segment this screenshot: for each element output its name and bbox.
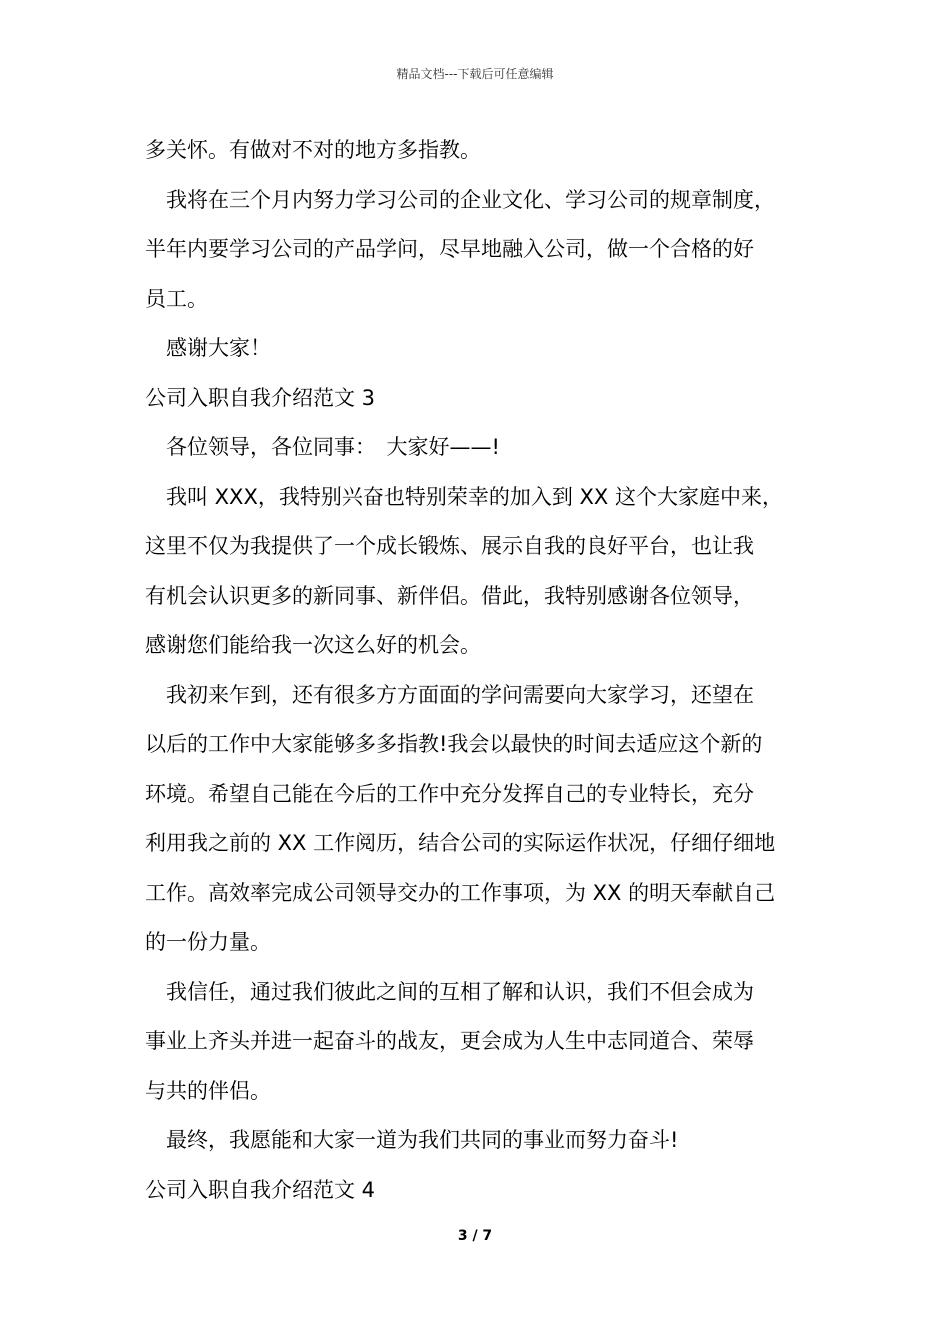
paragraph-line: 我初来乍到，还有很多方方面面的学问需要向大家学习，还望在	[166, 682, 754, 707]
paragraph-line: 有机会认识更多的新同事、新伴侣。借此，我特别感谢各位领导，	[145, 583, 754, 608]
paragraph-line: 半年内要学习公司的产品学问，尽早地融入公司，做一个合格的好	[145, 237, 754, 261]
body-text	[145, 126, 825, 1215]
paragraph-line: 感谢您们能给我一次这么好的机会。	[145, 633, 481, 657]
paragraph-line: 环境。希望自己能在今后的工作中充分发挥自己的专业特长，充分	[145, 781, 754, 806]
paragraph-line: 这里不仅为我提供了一个成长锻炼、展示自我的良好平台，也让我	[145, 534, 754, 558]
page-number: 3 / 7	[457, 1228, 493, 1244]
paragraph-line: 我信任，通过我们彼此之间的互相了解和认识，我们不但会成为	[166, 979, 754, 1004]
paragraph-line: 工作。高效率完成公司领导交办的工作事项，为 XX 的明天奉献自己	[145, 880, 776, 905]
paragraph-line: 多关怀。有做对不对的地方多指教。	[145, 138, 481, 162]
section-heading: 公司入职自我介绍范文 3	[145, 385, 376, 410]
paragraph-line: 事业上齐头并进一起奋斗的战友，更会成为人生中志同道合、荣辱	[145, 1029, 754, 1053]
paragraph-line: 最终，我愿能和大家一道为我们共同的事业而努力奋斗!	[166, 1128, 679, 1152]
paragraph-line: 我叫 XXX，我特别兴奋也特别荣幸的加入到 XX 这个大家庭中来，	[166, 484, 783, 509]
paragraph-line: 与共的伴侣。	[145, 1078, 271, 1103]
page-header: 精品文档---下载后可任意编辑	[396, 67, 554, 81]
paragraph-line: 以后的工作中大家能够多多指教!我会以最快的时间去适应这个新的	[145, 732, 763, 756]
paragraph-line: 感谢大家！	[166, 336, 271, 360]
paragraph-line: 各位领导，各位同事： 大家好——!	[166, 435, 500, 459]
section-heading: 公司入职自我介绍范文 4	[145, 1177, 376, 1202]
paragraph-line: 员工。	[145, 286, 208, 311]
paragraph-line: 的一份力量。	[145, 930, 271, 954]
paragraph-line: 我将在三个月内努力学习公司的企业文化、学习公司的规章制度，	[166, 187, 775, 212]
paragraph-line: 利用我之前的 XX 工作阅历，结合公司的实际运作状况，仔细仔细地	[145, 831, 776, 855]
